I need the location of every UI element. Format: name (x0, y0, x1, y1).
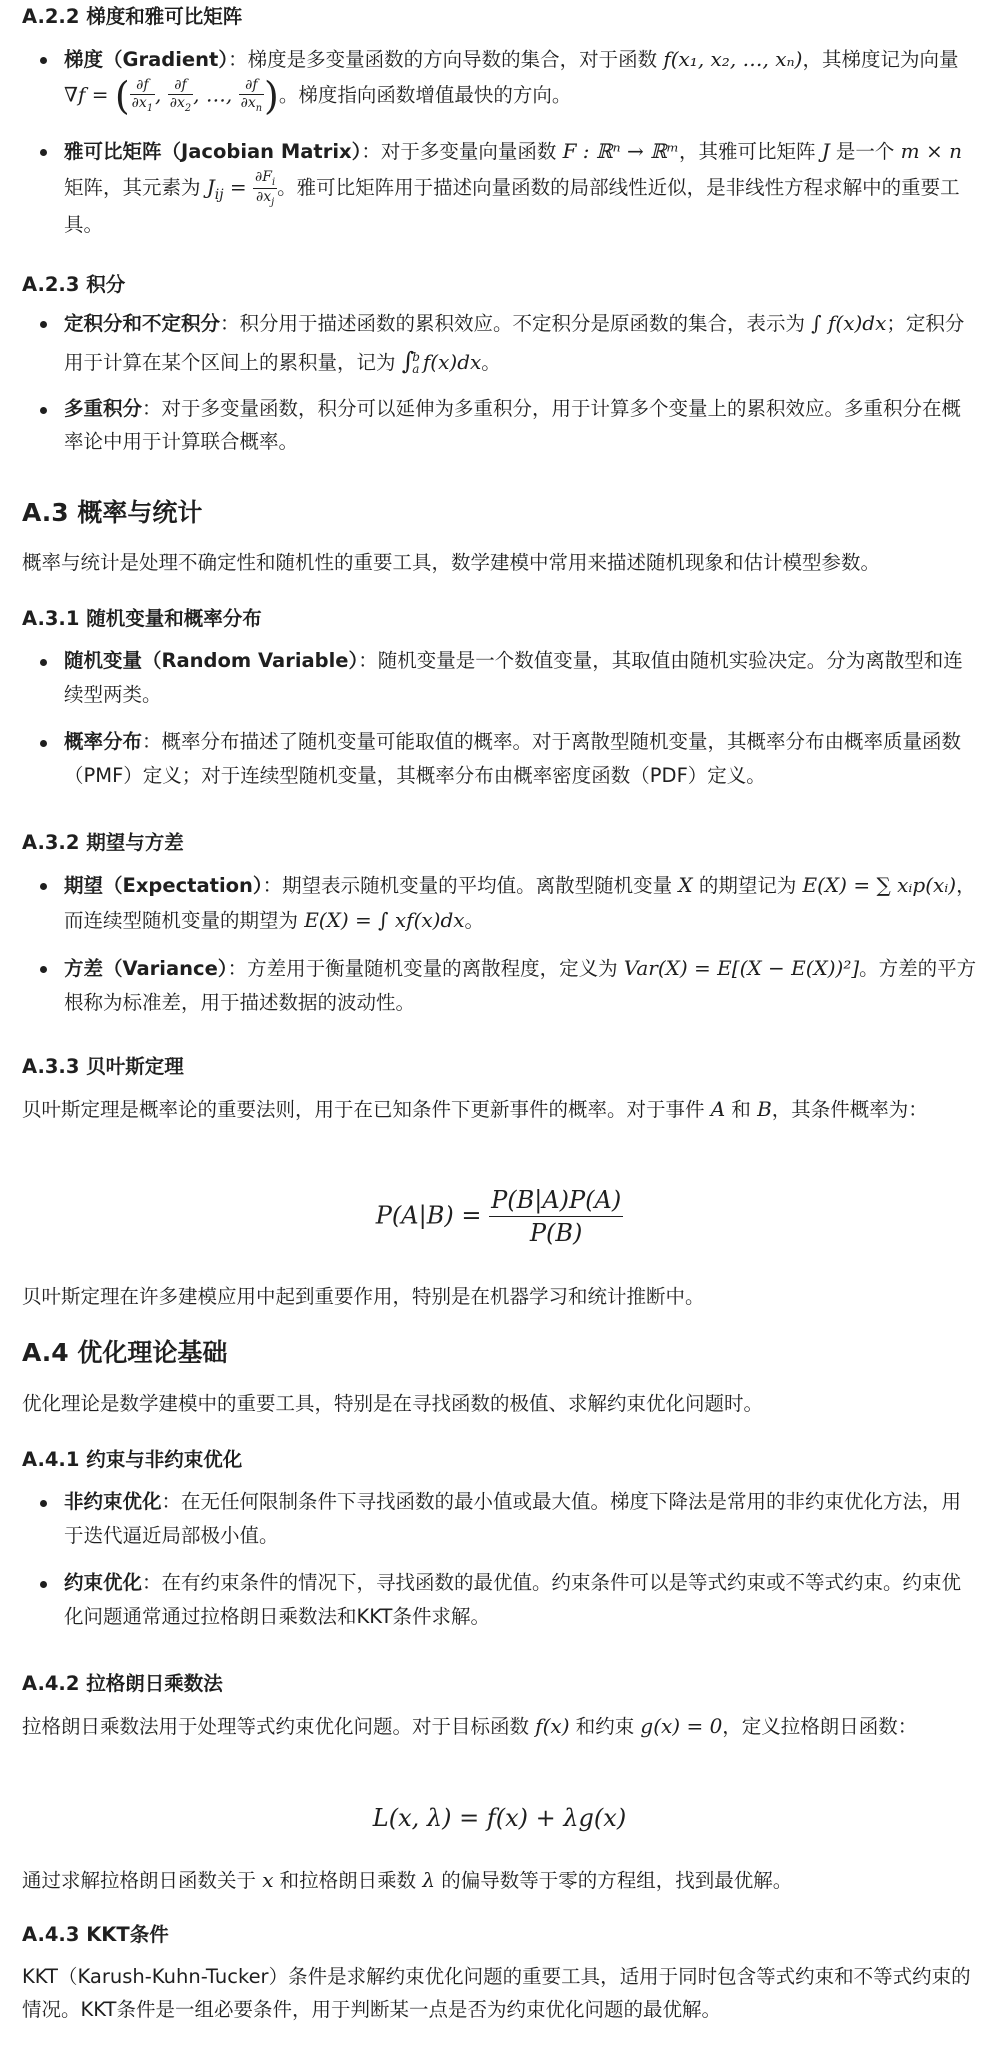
optimization-list (22, 1485, 977, 1633)
term-unconstrained: 非约束优化 (64, 1490, 162, 1513)
math-continuous-expectation: E(X) = ∫ xf(x)dx (304, 907, 465, 932)
jacobian-list (22, 134, 977, 241)
heading-a4: A.4 优化理论基础 (22, 1338, 228, 1367)
math-indefinite: ∫ f(x)dx (811, 311, 887, 335)
math-definite: f(x)dx (422, 349, 482, 374)
heading-a42: A.4.2 拉格朗日乘数法 (22, 1672, 223, 1695)
a3-intro: 概率与统计是处理不确定性和随机性的重要工具，数学建模中常用来描述随机现象和估计模型参数。 (22, 551, 881, 574)
lagrange-formula: L(x, λ) = f(x) + λg(x) (372, 1804, 627, 1832)
heading-a43: A.4.3 KKT条件 (22, 1923, 169, 1946)
list-item-gradient: 梯度（Gradient）：梯度是多变量函数的方向导数的集合，对于函数 f(x₁, x₂, …, xₙ)，其梯度记为向量 ∇f = ( $\frac{\partial f}{\partial x_1}$ , $\frac{\partial f}{\partial x_2}$ , …, $\frac{\partial f}{\partial x_n}$ )。梯度指向函数增值最快的方向。 (64, 42, 977, 115)
a4-intro: 优化理论是数学建模中的重要工具，特别是在寻找函数的极值、求解约束优化问题时。 (22, 1392, 764, 1415)
math-discrete-expectation: E(X) = ∑ xᵢp(xᵢ) (802, 873, 957, 897)
kkt-text: KKT（Karush-Kuhn-Tucker）条件是求解约束优化问题的重要工具，适用于同时包含等式约束和不等式约束的情况。KKT条件是一组必要条件，用于判断某一点是否为约束优化问题的最优解。 (22, 1965, 971, 2022)
term-variance: 方差（Variance） (64, 957, 228, 981)
heading-a22: A.2.2 梯度和雅可比矩阵 (22, 5, 243, 28)
list-item-integral: 定积分和不定积分：积分用于描述函数的累积效应。不定积分是原函数的集合，表示为 ∫ f(x)dx；定积分用于计算在某个区间上的累积量，记为 ∫ b a f(x)dx。 (64, 306, 977, 382)
term-integral: 定积分和不定积分 (64, 312, 221, 335)
term-multiple-integral: 多重积分 (64, 396, 143, 420)
math-variance: Var(X) = E[(X − E(X))²] (623, 956, 860, 981)
gradient-list (22, 42, 977, 118)
lagrange-intro: 拉格朗日乘数法用于处理等式约束优化问题。对于目标函数 f(x) 和约束 g(x) = 0，定义拉格朗日函数： (22, 1714, 918, 1738)
list-item-expectation: 期望（Expectation）：期望表示随机变量的平均值。离散型随机变量 X 的期望记为 E(X) = ∑ xᵢp(xᵢ)，而连续型随机变量的期望为 E(X) = ∫ xf(x)dx。 (64, 868, 977, 937)
list-item-random-variable: 随机变量（Random Variable）：随机变量是一个数值变量，其取值由随机实验决定。分为离散型和连续型两类。 (64, 644, 977, 711)
bayes-formula: P(A|B) = $\frac{P(B|A)P(A)}{P(B)}$ (375, 1186, 622, 1248)
lagrange-after: 通过求解拉格朗日函数关于 x 和拉格朗日乘数 λ 的偏导数等于零的方程组，找到最优解。 (22, 1868, 793, 1892)
term-gradient: 梯度（Gradient） (64, 48, 229, 71)
list-item-multiple-integral: 多重积分：对于多变量函数，积分可以延伸为多重积分，用于计算多个变量上的累积效应。多重积分在概率论中用于计算联合概率。 (64, 392, 977, 459)
heading-a23: A.2.3 积分 (22, 273, 126, 296)
term-constrained: 约束优化 (64, 1571, 143, 1595)
term-jacobian: 雅可比矩阵（Jacobian Matrix） (64, 140, 362, 163)
heading-a31: A.3.1 随机变量和概率分布 (22, 607, 262, 630)
heading-a3: A.3 概率与统计 (22, 498, 203, 527)
list-item-constrained: 约束优化：在有约束条件的情况下，寻找函数的最优值。约束条件可以是等式约束或不等式约束。约束优化问题通常通过拉格朗日乘数法和KKT条件求解。 (64, 1566, 977, 1633)
heading-a32: A.3.2 期望与方差 (22, 831, 184, 854)
math-map: F : ℝⁿ → ℝᵐ (562, 139, 679, 163)
math-nabla: ∇f = (64, 82, 115, 107)
term-distribution: 概率分布 (64, 730, 143, 754)
list-item-jacobian: 雅可比矩阵（Jacobian Matrix）：对于多变量向量函数 F : ℝⁿ → ℝᵐ，其雅可比矩阵 J 是一个 m × n 矩阵，其元素为 $J_{ij}$ = $\frac{\partial F_i}{\partial x_j}$ 。雅可比矩阵用于描述向量函数的局部线性近似，是非线性方程求解中的重要工具。 (64, 134, 977, 241)
heading-a41: A.4.1 约束与非约束优化 (22, 1448, 243, 1471)
heading-a33: A.3.3 贝叶斯定理 (22, 1055, 184, 1078)
math-m-by-n: m × n (900, 139, 962, 163)
term-random-variable: 随机变量（Random Variable） (64, 649, 359, 672)
expectation-list (22, 868, 977, 1019)
bayes-intro: 贝叶斯定理是概率论的重要法则，用于在已知条件下更新事件的概率。对于事件 A 和 B，其条件概率为： (22, 1097, 928, 1121)
term-expectation: 期望（Expectation） (64, 874, 263, 897)
list-item-distribution: 概率分布：概率分布描述了随机变量可能取值的概率。对于离散型随机变量，其概率分布由概率质量函数（PMF）定义；对于连续型随机变量，其概率分布由概率密度函数（PDF）定义。 (64, 725, 977, 792)
list-item-variance: 方差（Variance）：方差用于衡量随机变量的离散程度，定义为 Var(X) = E[(X − E(X))²]。方差的平方根称为标准差，用于描述数据的波动性。 (64, 951, 977, 1019)
random-variable-list (22, 644, 977, 792)
integral-list (22, 306, 977, 459)
list-item-unconstrained: 非约束优化：在无任何限制条件下寻找函数的最小值或最大值。梯度下降法是常用的非约束优化方法，用于迭代逼近局部极小值。 (64, 1485, 977, 1552)
math-function: f(x₁, x₂, …, xₙ) (663, 47, 803, 71)
bayes-after: 贝叶斯定理在许多建模应用中起到重要作用，特别是在机器学习和统计推断中。 (22, 1285, 705, 1308)
